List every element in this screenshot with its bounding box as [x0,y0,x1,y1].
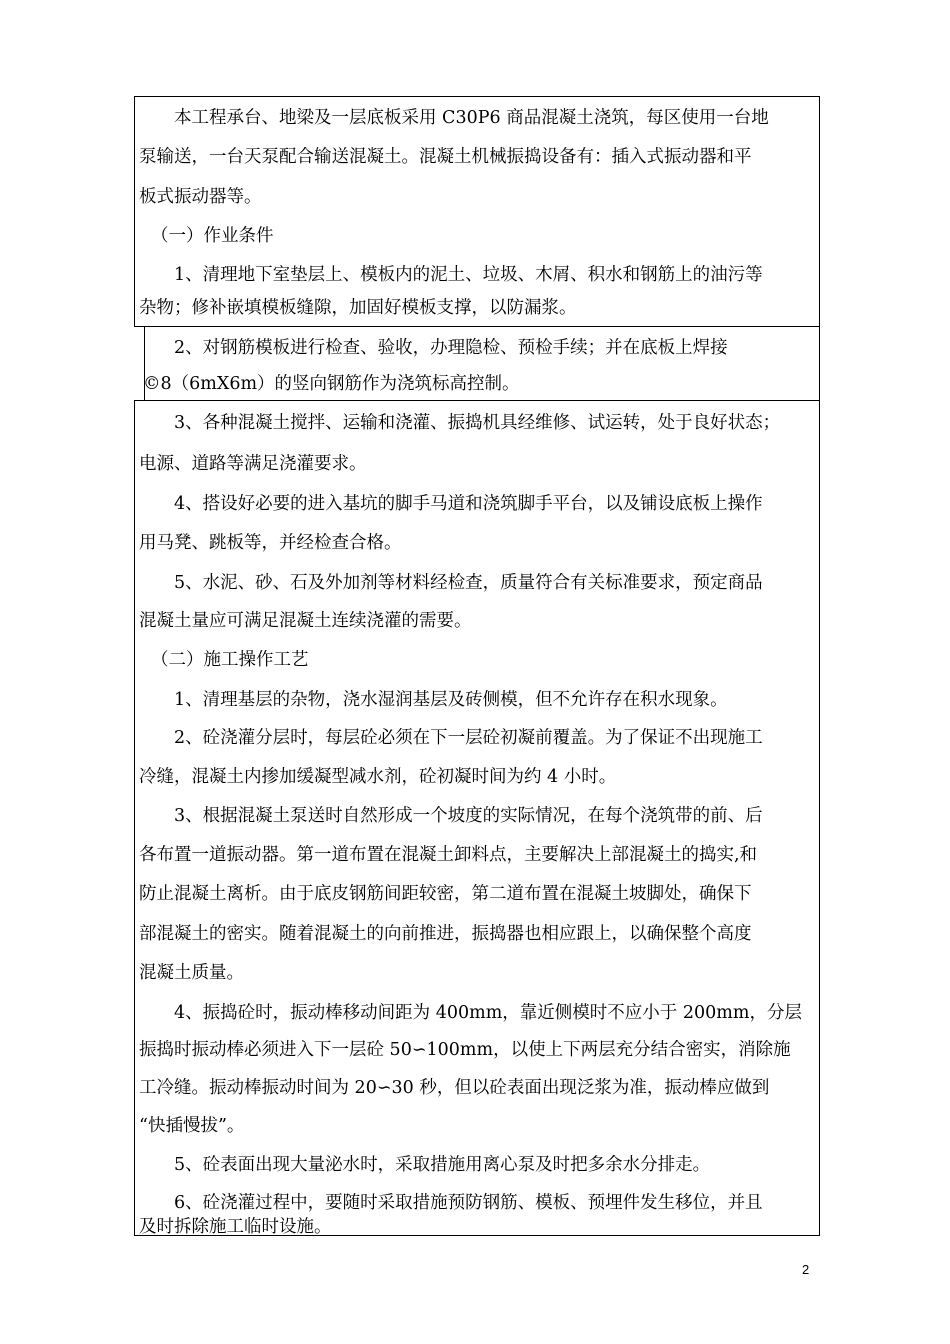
page-number: 2 [802,1262,810,1277]
text-line: 5、砼表面出现大量泌水时，采取措施用离心泵及时把多余水分排走。 [139,1155,711,1175]
text-line: 用马凳、跳板等，并经检查合格。 [139,533,402,553]
text-line: 2、对钢筋模板进行检查、验收，办理隐检、预检手续；并在底板上焊接 [139,338,728,358]
text-line: 及时拆除施工临时设施。 [139,1217,332,1237]
table-cell-1 [134,96,820,327]
text-line: 3、根据混凝土泵送时自然形成一个坡度的实际情况，在每个浇筑带的前、后 [139,806,763,826]
subheading: （二）施工操作工艺 [151,650,309,670]
text-line: 本工程承台、地梁及一层底板采用 C30P6 商品混凝土浇筑，每区使用一台地 [139,108,769,128]
text-line: 4、振捣砼时，振动棒移动间距为 400mm，靠近侧模时不应小于 200mm，分层 [139,1003,802,1023]
text-line: 1、清理地下室垫层上、模板内的泥土、垃圾、木屑、积水和钢筋上的油污等 [139,265,763,285]
table-cell-3 [134,400,820,1236]
text-line: 杂物；修补嵌填模板缝隙，加固好模板支撑，以防漏浆。 [139,298,577,318]
text-line: 振捣时振动棒必须进入下一层砼 50∽100mm，以使上下两层充分结合密实，消除施 [139,1040,791,1060]
text-line: 板式振动器等。 [139,187,262,207]
text-line: 部混凝土的密实。随着混凝土的向前推进，振捣器也相应跟上，以确保整个高度 [139,924,752,944]
text-line: 5、水泥、砂、石及外加剂等材料经检查，质量符合有关标准要求，预定商品 [139,573,763,593]
text-line: ©8（6mX6m）的竖向钢筋作为浇筑标高控制。 [143,374,520,394]
text-line: 泵输送，一台天泵配合输送混凝土。混凝土机械振捣设备有：插入式振动器和平 [139,147,752,167]
subheading: （一）作业条件 [151,226,274,246]
table-cell-2 [139,326,820,401]
text-line: 混凝土质量。 [139,963,244,983]
text-line: 2、砼浇灌分层时，每层砼必须在下一层砼初凝前覆盖。为了保证不出现施工 [139,728,763,748]
text-line: 工冷缝。振动棒振动时间为 20∽30 秒，但以砼表面出现泛浆为准，振动棒应做到 [139,1078,770,1098]
text-line: 1、清理基层的杂物，浇水湿润基层及砖侧模，但不允许存在积水现象。 [139,690,728,710]
text-line: 电源、道路等满足浇灌要求。 [139,454,367,474]
text-line: “快插慢拔”。 [139,1116,245,1136]
text-line: 4、搭设好必要的进入基坑的脚手马道和浇筑脚手平台，以及铺设底板上操作 [139,494,763,514]
text-line: 冷缝，混凝土内掺加缓凝型减水剂，砼初凝时间为约 4 小时。 [139,767,617,787]
text-line: 混凝土量应可满足混凝土连续浇灌的需要。 [139,611,472,631]
text-line: 6、砼浇灌过程中，要随时采取措施预防钢筋、模板、预埋件发生移位，并且 [139,1193,763,1213]
text-line: 各布置一道振动器。第一道布置在混凝土卸料点，主要解决上部混凝土的捣实,和 [139,845,758,865]
text-line: 防止混凝土离析。由于底皮钢筋间距较密，第二道布置在混凝土坡脚处，确保下 [139,884,752,904]
text-line: 3、各种混凝土搅拌、运输和浇灌、振捣机具经维修、试运转，处于良好状态； [139,413,781,433]
